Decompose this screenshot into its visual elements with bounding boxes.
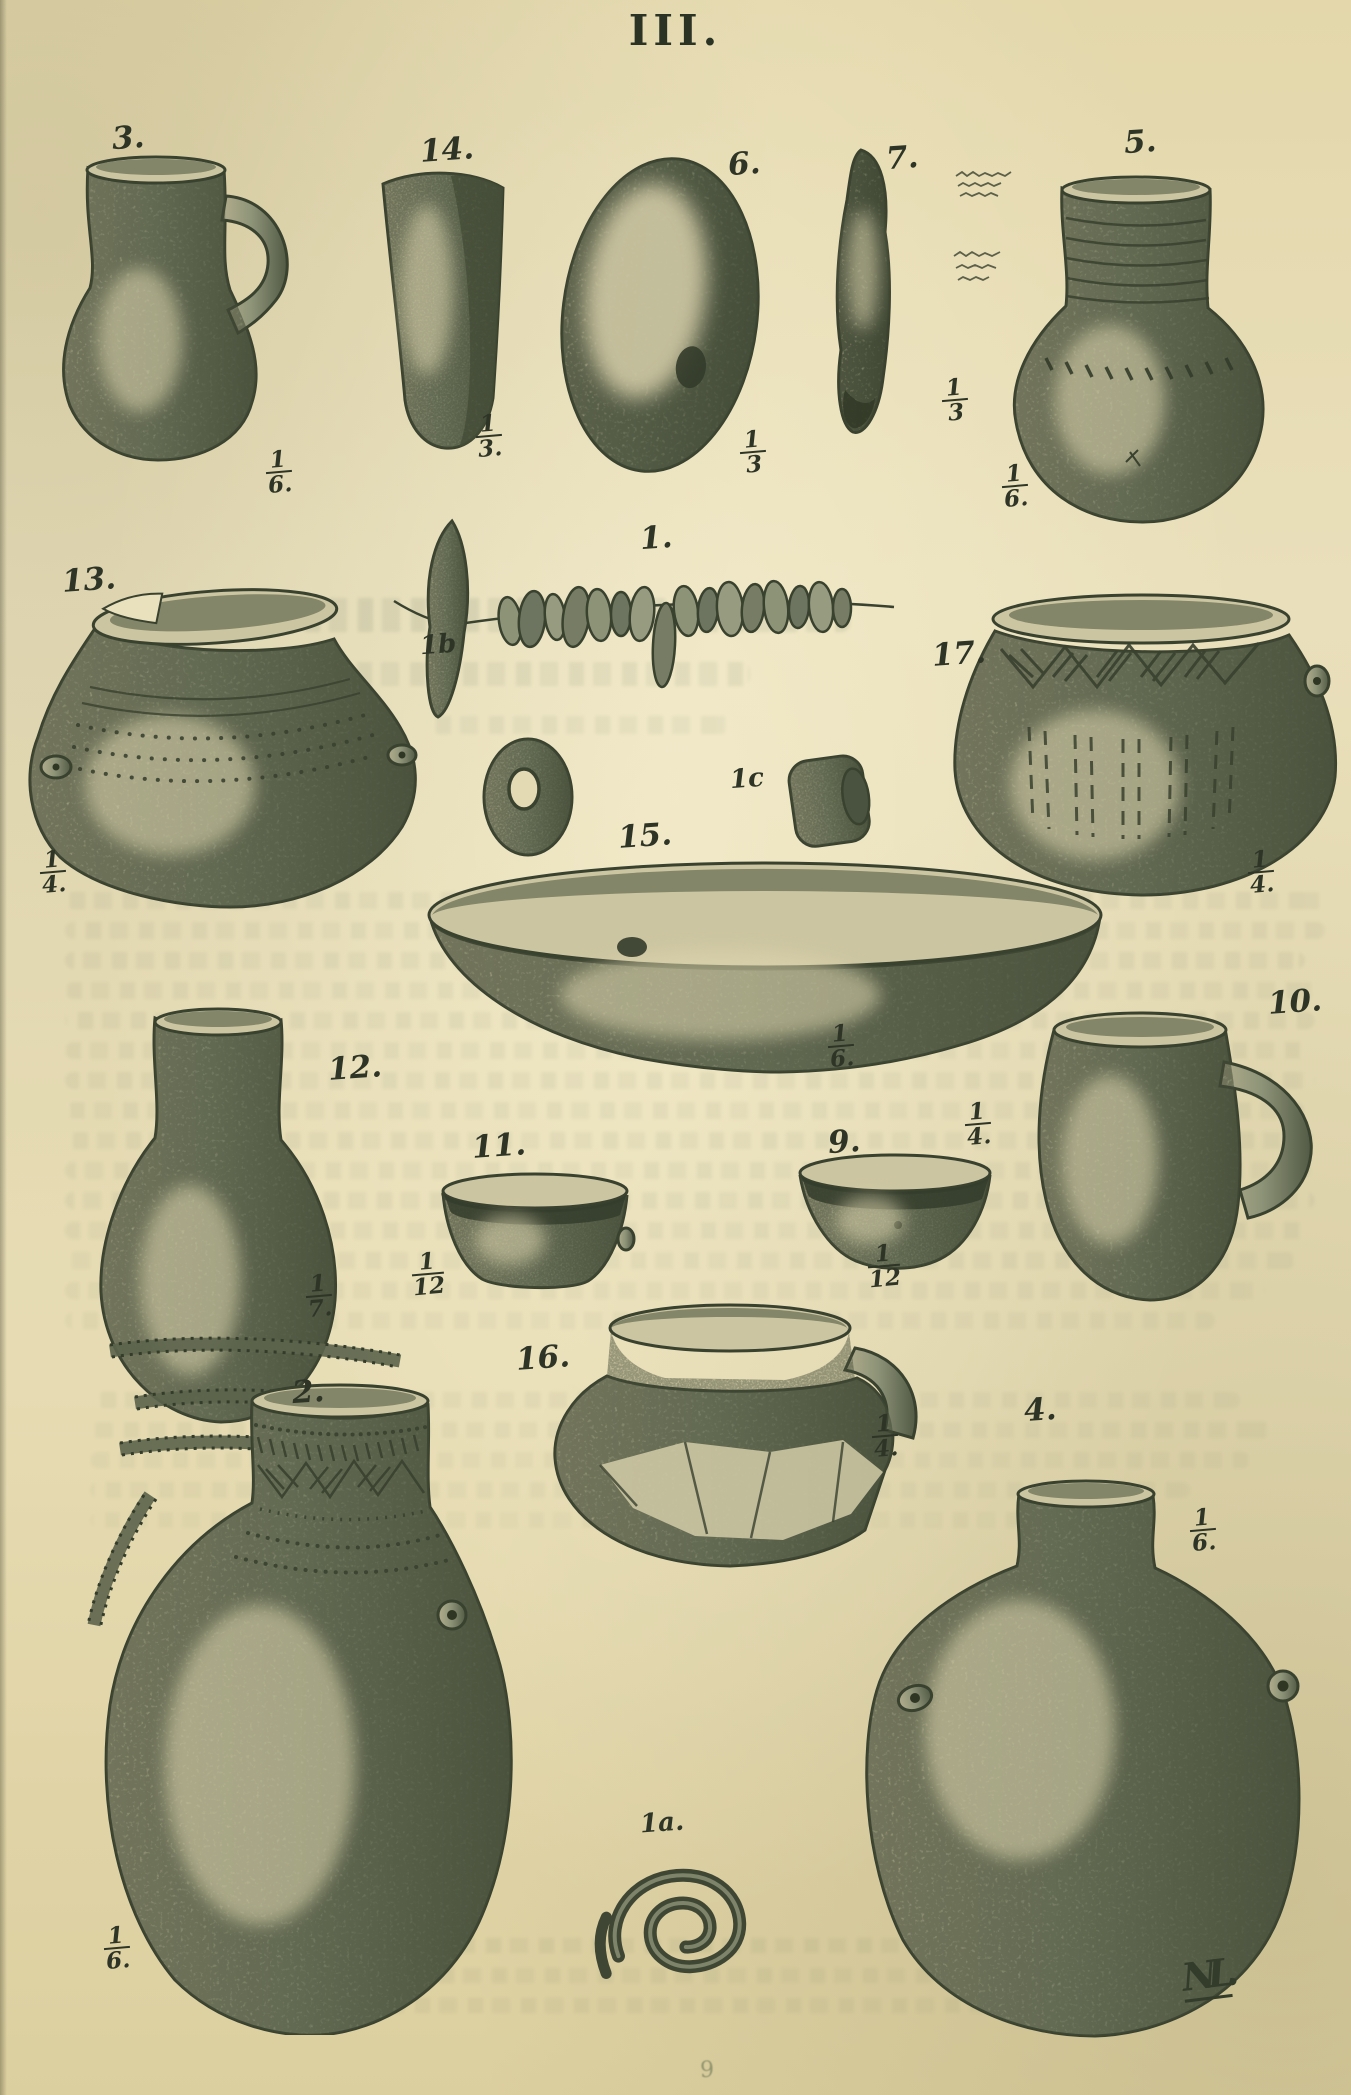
figure-15-label: 15. bbox=[616, 816, 674, 856]
figure-16-scale bbox=[870, 1411, 900, 1462]
figure-11-scale-numerator: 1 bbox=[410, 1249, 444, 1277]
figure-10-scale-numerator: 1 bbox=[963, 1099, 991, 1127]
figure-7-scale-denominator: 3 bbox=[946, 398, 966, 428]
figure-16-scale-denominator: 4. bbox=[872, 1434, 900, 1464]
figure-11-scale bbox=[410, 1249, 446, 1301]
figure-6-scale-numerator: 1 bbox=[738, 427, 766, 455]
figure-10-scale bbox=[963, 1099, 993, 1150]
figure-3-scale-denominator: 6. bbox=[266, 470, 294, 500]
figure-6-scale bbox=[738, 427, 768, 478]
figure-4-label: 4. bbox=[1022, 1390, 1058, 1430]
figure-10-scale-denominator: 4. bbox=[965, 1122, 993, 1152]
figure-5-scale bbox=[1000, 461, 1030, 512]
figure-15-scale bbox=[826, 1021, 856, 1072]
figure-5-scale-denominator: 6. bbox=[1002, 484, 1030, 514]
figure-12-scale-denominator: 7. bbox=[306, 1294, 334, 1324]
figure-13-scale-numerator: 1 bbox=[38, 847, 66, 875]
figure-11-label: 11. bbox=[470, 1126, 528, 1166]
figure-7-scale bbox=[940, 375, 970, 426]
figure-1-label: 1. bbox=[638, 518, 674, 558]
figure-17-scale bbox=[1246, 847, 1276, 898]
figure-12-scale bbox=[304, 1271, 334, 1322]
figure-4-scale bbox=[1188, 1505, 1218, 1556]
figure-14-scale-numerator: 1 bbox=[474, 411, 502, 439]
figure-9-scale bbox=[866, 1241, 902, 1293]
figure-16-label: 16. bbox=[514, 1338, 572, 1378]
figure-9-label: 9. bbox=[826, 1122, 862, 1162]
figure-1c-label: 1c bbox=[728, 762, 765, 796]
figure-3-scale-numerator: 1 bbox=[264, 447, 292, 475]
figure-4-scale-numerator: 1 bbox=[1188, 1505, 1216, 1533]
figure-17-label: 17. bbox=[930, 634, 988, 674]
figure-13-label: 13. bbox=[60, 560, 118, 600]
figure-3-scale bbox=[264, 447, 294, 498]
figure-11-scale-denominator: 12 bbox=[411, 1272, 447, 1302]
figure-5-label: 5. bbox=[1122, 122, 1158, 162]
figure-10-label: 10. bbox=[1266, 982, 1324, 1022]
figure-15-scale-denominator: 6. bbox=[828, 1044, 856, 1074]
figure-9-scale-numerator: 1 bbox=[866, 1241, 900, 1269]
figure-9-scale-denominator: 12 bbox=[867, 1264, 903, 1294]
figure-4-scale-denominator: 6. bbox=[1190, 1528, 1218, 1558]
figure-12-label: 12. bbox=[326, 1048, 384, 1088]
figure-3-label: 3. bbox=[110, 118, 146, 158]
figure-12-scale-numerator: 1 bbox=[304, 1271, 332, 1299]
figure-2-label: 2. bbox=[290, 1372, 326, 1412]
figure-6-scale-denominator: 3 bbox=[744, 450, 764, 480]
figure-7-scale-numerator: 1 bbox=[940, 375, 968, 403]
figure-7-label: 7. bbox=[884, 138, 920, 178]
figure-13-scale-denominator: 4. bbox=[40, 870, 68, 900]
figure-14-label: 14. bbox=[418, 130, 476, 170]
figure-1b-label: 1b bbox=[418, 628, 458, 662]
figure-16-scale-numerator: 1 bbox=[870, 1411, 898, 1439]
figure-6-label: 6. bbox=[726, 144, 762, 184]
figure-17-scale-numerator: 1 bbox=[1246, 847, 1274, 875]
figure-1a-label: 1a. bbox=[639, 1806, 685, 1840]
figure-5-scale-numerator: 1 bbox=[1000, 461, 1028, 489]
plate-number-heading: III. bbox=[628, 6, 723, 55]
bleedthrough-page-number: 9 bbox=[700, 2058, 714, 2083]
figure-14-scale-denominator: 3. bbox=[476, 434, 504, 464]
figure-14-scale bbox=[474, 411, 504, 462]
artist-monogram: NL. bbox=[1179, 1949, 1232, 2002]
figure-17-scale-denominator: 4. bbox=[1248, 870, 1276, 900]
figure-2-scale-numerator: 1 bbox=[102, 1923, 130, 1951]
figure-2-scale bbox=[102, 1923, 132, 1974]
figure-15-scale-numerator: 1 bbox=[826, 1021, 854, 1049]
figure-13-scale bbox=[38, 847, 68, 898]
figure-2-scale-denominator: 6. bbox=[104, 1946, 132, 1976]
